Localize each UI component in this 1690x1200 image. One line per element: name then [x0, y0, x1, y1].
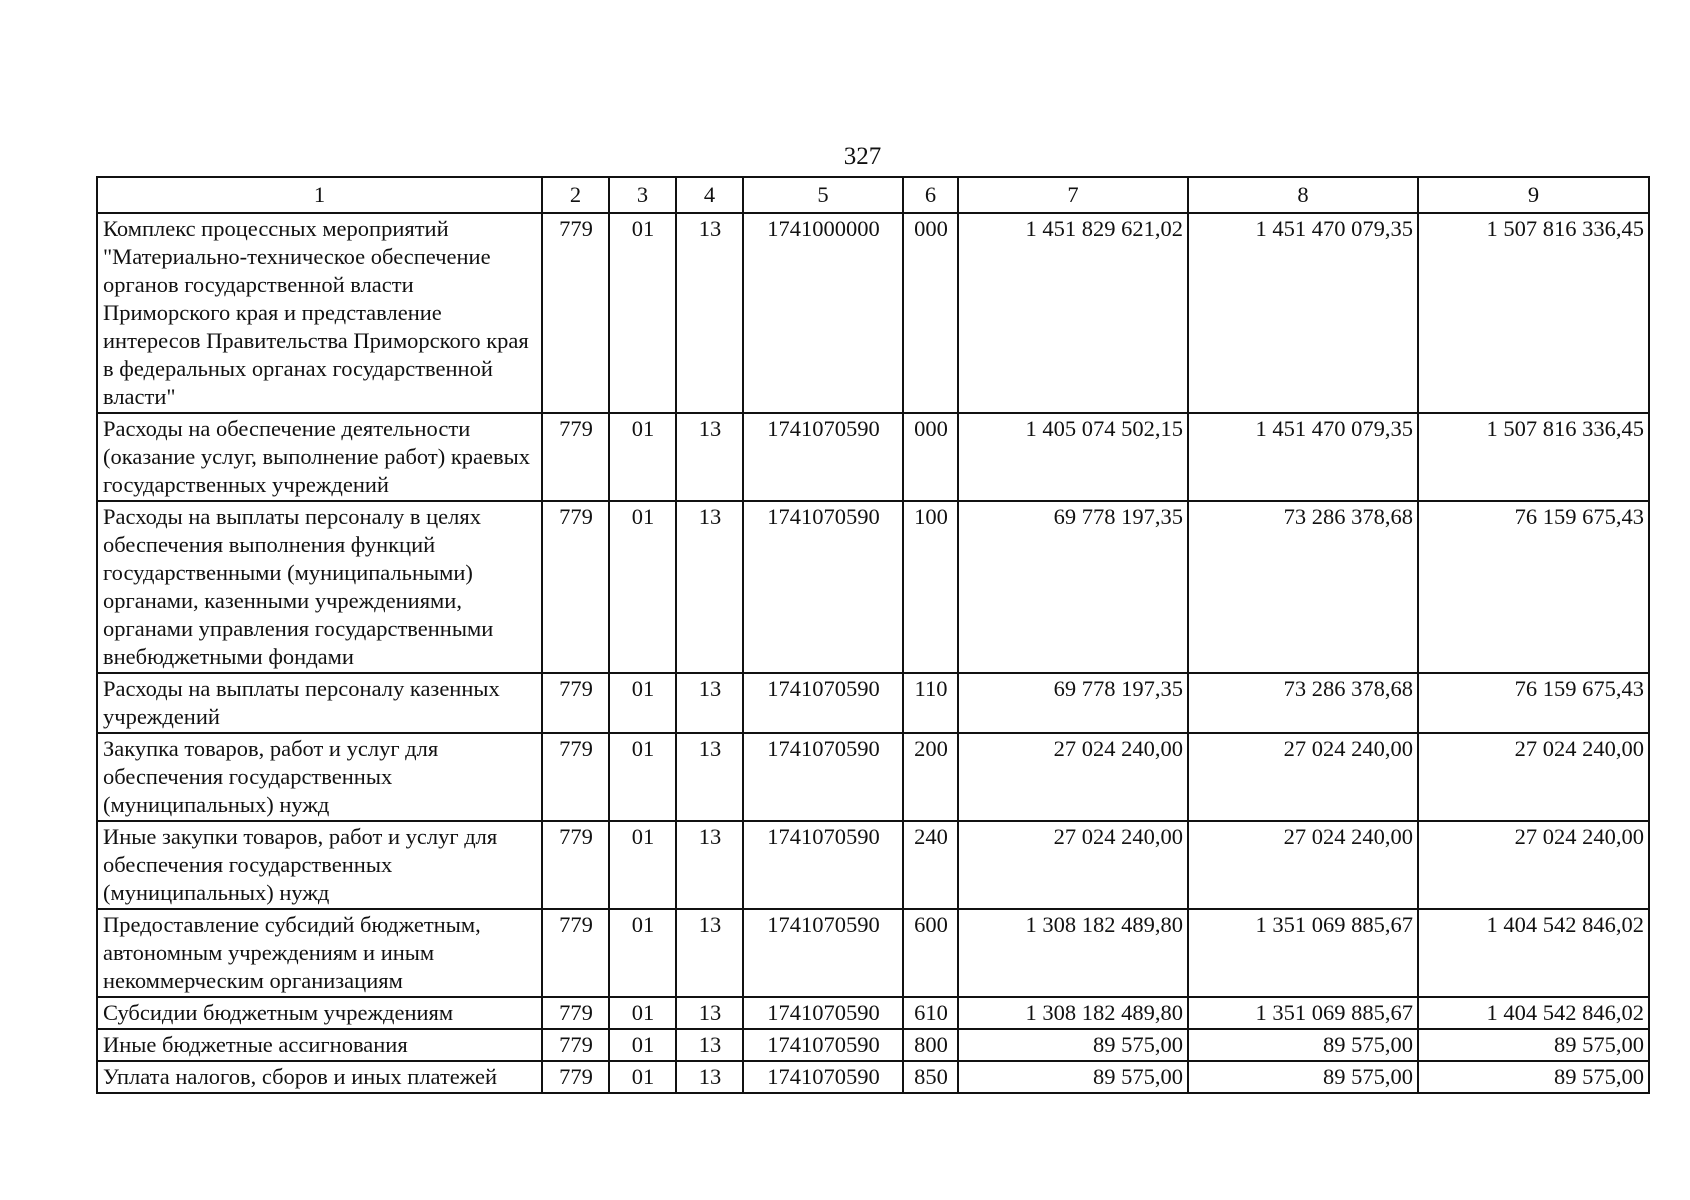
row-section-code: 01 [609, 213, 676, 413]
row-section-code: 01 [609, 997, 676, 1029]
row-amount-col8: 89 575,00 [1188, 1061, 1418, 1093]
row-amount-col8: 27 024 240,00 [1188, 821, 1418, 909]
row-amount-col7: 89 575,00 [958, 1061, 1188, 1093]
row-subsection-code: 13 [676, 1029, 743, 1061]
row-section-code: 01 [609, 733, 676, 821]
row-name: Расходы на выплаты персоналу казенных учреждений [97, 673, 542, 733]
row-ministry-code: 779 [542, 213, 609, 413]
row-name: Расходы на обеспечение деятельности (оказание услуг, выполнение работ) краевых государственных учреждений [97, 413, 542, 501]
table-row [97, 909, 1649, 997]
row-amount-col9: 1 507 816 336,45 [1418, 213, 1649, 413]
row-amount-col9: 76 159 675,43 [1418, 673, 1649, 733]
row-amount-col9: 76 159 675,43 [1418, 501, 1649, 673]
row-expense-type-code: 850 [903, 1061, 958, 1093]
row-ministry-code: 779 [542, 997, 609, 1029]
row-name: Предоставление субсидий бюджетным, автономным учреждениям и иным некоммерческим организациям [97, 909, 542, 997]
row-amount-col7: 27 024 240,00 [958, 821, 1188, 909]
row-ministry-code: 779 [542, 673, 609, 733]
row-name: Комплекс процессных мероприятий "Материально-техническое обеспечение органов государственной власти Приморского края и представление интересов Правительства Приморского края в федеральных органах государственной власти" [97, 213, 542, 413]
row-amount-col7: 89 575,00 [958, 1029, 1188, 1061]
row-amount-col9: 1 404 542 846,02 [1418, 997, 1649, 1029]
table-row [97, 821, 1649, 909]
row-subsection-code: 13 [676, 673, 743, 733]
row-expense-type-code: 610 [903, 997, 958, 1029]
row-subsection-code: 13 [676, 501, 743, 673]
row-subsection-code: 13 [676, 821, 743, 909]
row-section-code: 01 [609, 413, 676, 501]
header-col-1: 1 [97, 177, 542, 213]
row-target-code: 1741070590 [743, 997, 903, 1029]
row-ministry-code: 779 [542, 1061, 609, 1093]
header-col-7: 7 [958, 177, 1188, 213]
row-section-code: 01 [609, 821, 676, 909]
row-target-code: 1741070590 [743, 909, 903, 997]
table-row [97, 733, 1649, 821]
header-row [97, 177, 1649, 213]
row-subsection-code: 13 [676, 213, 743, 413]
row-target-code: 1741070590 [743, 501, 903, 673]
row-section-code: 01 [609, 1061, 676, 1093]
row-amount-col8: 73 286 378,68 [1188, 673, 1418, 733]
header-col-8: 8 [1188, 177, 1418, 213]
row-name: Субсидии бюджетным учреждениям [97, 997, 542, 1029]
row-target-code: 1741070590 [743, 413, 903, 501]
row-name: Иные бюджетные ассигнования [97, 1029, 542, 1061]
row-target-code: 1741070590 [743, 821, 903, 909]
budget-table [96, 176, 1650, 1094]
row-section-code: 01 [609, 1029, 676, 1061]
row-name: Расходы на выплаты персоналу в целях обеспечения выполнения функций государственными (муниципальными) органами, казенными учреждениями, органами управления государственными внебюджетными фондами [97, 501, 542, 673]
row-amount-col9: 27 024 240,00 [1418, 821, 1649, 909]
row-expense-type-code: 200 [903, 733, 958, 821]
row-amount-col9: 89 575,00 [1418, 1029, 1649, 1061]
row-subsection-code: 13 [676, 1061, 743, 1093]
row-subsection-code: 13 [676, 909, 743, 997]
row-amount-col7: 1 451 829 621,02 [958, 213, 1188, 413]
row-subsection-code: 13 [676, 413, 743, 501]
row-amount-col8: 89 575,00 [1188, 1029, 1418, 1061]
row-expense-type-code: 100 [903, 501, 958, 673]
row-target-code: 1741070590 [743, 733, 903, 821]
row-name: Уплата налогов, сборов и иных платежей [97, 1061, 542, 1093]
table-row [97, 673, 1649, 733]
row-ministry-code: 779 [542, 909, 609, 997]
row-ministry-code: 779 [542, 1029, 609, 1061]
row-amount-col9: 1 404 542 846,02 [1418, 909, 1649, 997]
row-expense-type-code: 240 [903, 821, 958, 909]
header-col-2: 2 [542, 177, 609, 213]
row-ministry-code: 779 [542, 821, 609, 909]
row-amount-col9: 27 024 240,00 [1418, 733, 1649, 821]
row-amount-col7: 1 308 182 489,80 [958, 909, 1188, 997]
row-amount-col7: 27 024 240,00 [958, 733, 1188, 821]
row-expense-type-code: 110 [903, 673, 958, 733]
header-col-3: 3 [609, 177, 676, 213]
row-section-code: 01 [609, 673, 676, 733]
row-amount-col7: 69 778 197,35 [958, 673, 1188, 733]
row-ministry-code: 779 [542, 413, 609, 501]
row-expense-type-code: 600 [903, 909, 958, 997]
row-amount-col8: 27 024 240,00 [1188, 733, 1418, 821]
row-name: Закупка товаров, работ и услуг для обеспечения государственных (муниципальных) нужд [97, 733, 542, 821]
row-target-code: 1741070590 [743, 1061, 903, 1093]
row-amount-col8: 1 351 069 885,67 [1188, 997, 1418, 1029]
table-row [97, 501, 1649, 673]
row-section-code: 01 [609, 501, 676, 673]
table-row [97, 413, 1649, 501]
row-amount-col9: 89 575,00 [1418, 1061, 1649, 1093]
row-expense-type-code: 000 [903, 213, 958, 413]
row-amount-col7: 1 405 074 502,15 [958, 413, 1188, 501]
row-amount-col7: 1 308 182 489,80 [958, 997, 1188, 1029]
table-row [97, 997, 1649, 1029]
header-col-9: 9 [1418, 177, 1649, 213]
row-target-code: 1741070590 [743, 1029, 903, 1061]
row-section-code: 01 [609, 909, 676, 997]
row-ministry-code: 779 [542, 501, 609, 673]
row-target-code: 1741000000 [743, 213, 903, 413]
row-ministry-code: 779 [542, 733, 609, 821]
row-amount-col9: 1 507 816 336,45 [1418, 413, 1649, 501]
row-subsection-code: 13 [676, 997, 743, 1029]
row-name: Иные закупки товаров, работ и услуг для обеспечения государственных (муниципальных) нужд [97, 821, 542, 909]
table-row [97, 213, 1649, 413]
table-row [97, 1029, 1649, 1061]
row-amount-col8: 1 451 470 079,35 [1188, 213, 1418, 413]
row-amount-col7: 69 778 197,35 [958, 501, 1188, 673]
header-col-5: 5 [743, 177, 903, 213]
row-amount-col8: 1 351 069 885,67 [1188, 909, 1418, 997]
table-row [97, 1061, 1649, 1093]
row-target-code: 1741070590 [743, 673, 903, 733]
row-subsection-code: 13 [676, 733, 743, 821]
header-col-6: 6 [903, 177, 958, 213]
row-amount-col8: 73 286 378,68 [1188, 501, 1418, 673]
row-expense-type-code: 000 [903, 413, 958, 501]
page-number: 327 [843, 143, 882, 170]
row-amount-col8: 1 451 470 079,35 [1188, 413, 1418, 501]
row-expense-type-code: 800 [903, 1029, 958, 1061]
header-col-4: 4 [676, 177, 743, 213]
